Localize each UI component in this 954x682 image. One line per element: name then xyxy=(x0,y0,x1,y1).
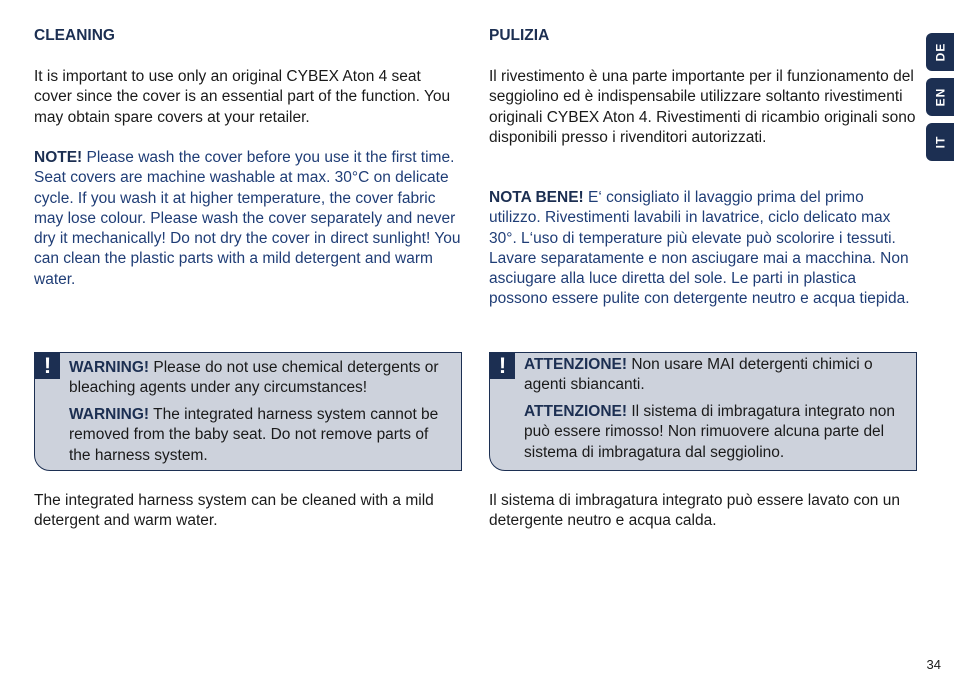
section-heading-en: CLEANING xyxy=(34,27,115,44)
note-paragraph-en xyxy=(34,148,462,290)
intro-paragraph-it: Il rivestimento è una parte importante per il funzionamento del seggiolino ed è indispensabile utilizzare soltanto rivestimenti originali CYBEX Aton 4. Rivestimenti di ricambio originali sono disponibili presso i rivenditori autorizzati. xyxy=(489,68,916,146)
note-text-en: Please wash the cover before you use it the first time. Seat covers are machine washable at max. 30°C on delicate cycle. If you wash it at higher temperature, the cover fabric may lose colour. Please wash the cover separately and never dry it mechanically! Do not dry the cover in direct sunlight! You can clean the plastic parts with a mild detergent and warm water. xyxy=(34,149,461,288)
warning2-label-en: WARNING! xyxy=(69,406,150,423)
language-tab-en[interactable]: EN xyxy=(926,78,954,116)
warning1-text-it: Non usare MAI detergenti chimici o agenti sbiancanti. xyxy=(524,356,873,394)
warning-exclamation-icon: ! xyxy=(490,353,515,379)
section-heading-it: PULIZIA xyxy=(489,27,550,44)
warning-box-it xyxy=(489,352,917,471)
note-text-it: E‘ consigliato il lavaggio prima del primo utilizzo. Rivestimenti lavabili in lavatrice, ciclo delicato max 30°. L‘uso di temperature più elevate può scolorire i tessuti. Lavare separatamente e non asciugare mai a macchina. Non asciugare alla luce diretta del sole. Le parti in plastica possono essere pulite con detergente neutro e acqua tiepida. xyxy=(489,189,910,308)
warning2-it xyxy=(524,402,908,463)
language-tab-de[interactable]: DE xyxy=(926,33,954,71)
warning2-text-it: Il sistema di imbragatura integrato non può essere rimosso! Non rimuovere alcuna parte del sistema di imbragatura dal seggiolino. xyxy=(524,403,895,461)
warning-box-en xyxy=(34,352,462,471)
note-paragraph-it xyxy=(489,188,917,310)
warning2-en xyxy=(69,405,453,466)
warning2-label-it: ATTENZIONE! xyxy=(524,403,628,420)
warning1-text-en: Please do not use chemical detergents or bleaching agents under any circumstances! xyxy=(69,359,439,397)
intro-paragraph-en: It is important to use only an original CYBEX Aton 4 seat cover since the cover is an essential part of the function. You may obtain spare covers at your retailer. xyxy=(34,68,451,126)
page-number: 34 xyxy=(926,657,941,672)
note-label-it: NOTA BENE! xyxy=(489,189,584,206)
warning1-it xyxy=(524,355,908,396)
warning1-label-en: WARNING! xyxy=(69,359,150,376)
warning1-en xyxy=(69,358,453,399)
outro-paragraph-it: Il sistema di imbragatura integrato può essere lavato con un detergente neutro e acqua calda. xyxy=(489,492,900,530)
warning1-label-it: ATTENZIONE! xyxy=(524,356,628,373)
language-tab-it[interactable]: IT xyxy=(926,123,954,161)
warning-exclamation-icon: ! xyxy=(35,353,60,379)
outro-paragraph-en: The integrated harness system can be cleaned with a mild detergent and warm water. xyxy=(34,492,434,530)
note-label-en: NOTE! xyxy=(34,149,83,166)
warning2-text-en: The integrated harness system cannot be removed from the baby seat. Do not remove parts of the harness system. xyxy=(69,406,439,464)
